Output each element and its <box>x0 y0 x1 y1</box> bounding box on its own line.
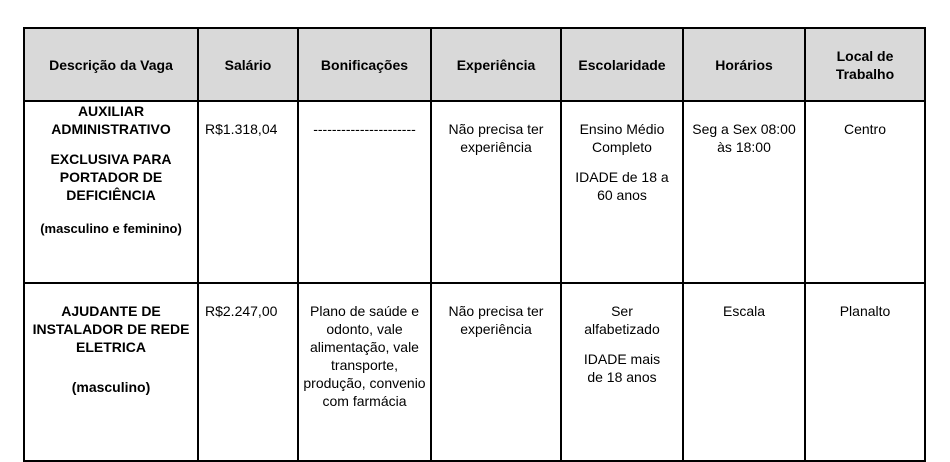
escolaridade-level: Ser alfabetizado <box>584 303 660 337</box>
header-escolaridade: Escolaridade <box>561 28 683 101</box>
cell-experiencia: Não precisa ter experiência <box>431 283 561 461</box>
escolaridade-level: Ensino Médio Completo <box>579 121 665 155</box>
cell-bonificacoes: Plano de saúde e odonto, vale alimentação, vale transporte, produção, convenio com farmácia <box>298 283 431 461</box>
table-header-row <box>24 28 925 101</box>
cell-escolaridade <box>561 283 683 461</box>
header-salario: Salário <box>198 28 298 101</box>
job-listings-table <box>23 27 926 462</box>
cell-local: Planalto <box>805 283 925 461</box>
cell-experiencia: Não precisa ter experiência <box>431 101 561 283</box>
cell-bonificacoes: ---------------------- <box>298 101 431 283</box>
job-title: AJUDANTE DE INSTALADOR DE REDE ELETRICA <box>32 303 190 355</box>
table-row <box>24 101 925 283</box>
cell-escolaridade <box>561 101 683 283</box>
job-gender: (masculino e feminino) <box>40 221 182 236</box>
job-title: AUXILIAR ADMINISTRATIVO <box>51 103 171 137</box>
table-row <box>24 283 925 461</box>
header-descricao: Descrição da Vaga <box>24 28 198 101</box>
cell-horarios: Escala <box>683 283 805 461</box>
header-experiencia: Experiência <box>431 28 561 101</box>
cell-descricao <box>24 283 198 461</box>
cell-local: Centro <box>805 101 925 283</box>
job-note: EXCLUSIVA PARA PORTADOR DE DEFICIÊNCIA <box>50 151 172 203</box>
cell-salario: R$2.247,00 <box>198 283 298 461</box>
escolaridade-age: IDADE de 18 a 60 anos <box>575 169 669 203</box>
job-gender: (masculino) <box>71 379 151 395</box>
header-horarios: Horários <box>683 28 805 101</box>
cell-descricao <box>24 101 198 283</box>
header-local: Local de Trabalho <box>805 28 925 101</box>
escolaridade-age: IDADE mais de 18 anos <box>583 351 661 385</box>
job-listings-table-container <box>23 27 924 462</box>
cell-horarios: Seg a Sex 08:00 às 18:00 <box>683 101 805 283</box>
header-bonificacoes: Bonificações <box>298 28 431 101</box>
cell-salario: R$1.318,04 <box>198 101 298 283</box>
